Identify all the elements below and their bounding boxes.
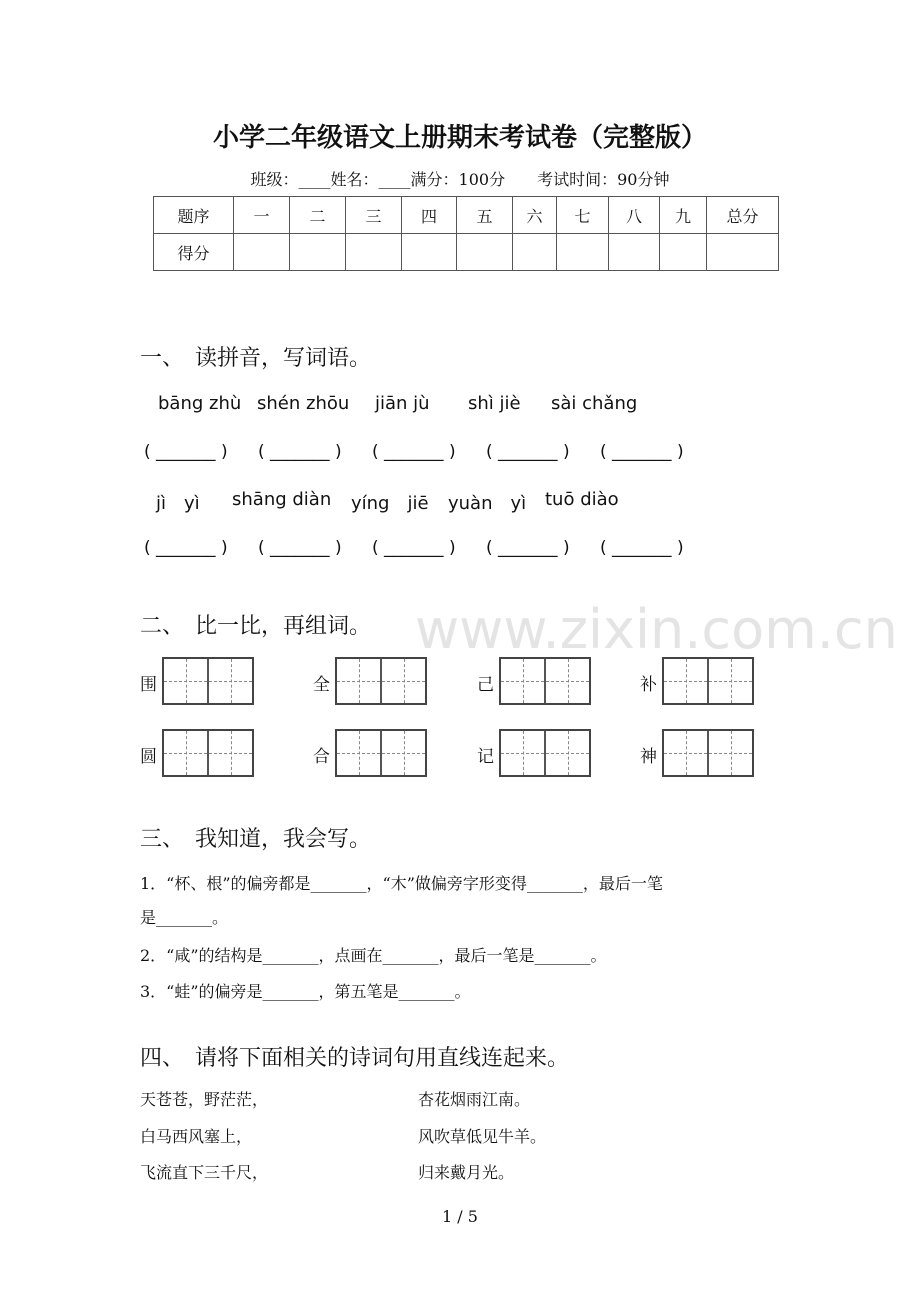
pinyin: sài chǎng xyxy=(551,393,638,414)
pinyin: yuàn yì xyxy=(448,493,527,514)
answer-blank[interactable]: ( _______ ) xyxy=(144,442,228,462)
answer-blank[interactable]: ( _______ ) xyxy=(486,442,570,462)
question-1: 1．“杯、根”的偏旁都是_______，“木”做偏旁字形变得_______，最后一笔 xyxy=(140,874,663,893)
grid-cell xyxy=(501,731,546,775)
answer-blank[interactable]: ( _______ ) xyxy=(258,442,342,462)
score-cell[interactable] xyxy=(457,234,513,271)
section-3-title: 三、 我知道，我会写。 xyxy=(140,827,372,852)
pinyin: yíng jiē xyxy=(351,493,429,514)
character: 记 xyxy=(477,747,494,767)
pinyin: jì yì xyxy=(156,493,200,514)
writing-grid[interactable] xyxy=(162,729,254,777)
pinyin: tuō diào xyxy=(545,489,619,510)
section-4-title: 四、 请将下面相关的诗词句用直线连起来。 xyxy=(140,1046,570,1071)
score-row-label: 得分 xyxy=(154,234,234,271)
writing-grid[interactable] xyxy=(162,657,254,705)
pinyin: shì jiè xyxy=(468,393,521,414)
grid-cell xyxy=(546,731,589,775)
score-table-header-cell: 五 xyxy=(457,197,513,234)
poem-left: 飞流直下三千尺， xyxy=(140,1163,269,1182)
score-cell[interactable] xyxy=(609,234,660,271)
grid-cell xyxy=(709,731,752,775)
grid-cell xyxy=(164,731,209,775)
exam-info: 班级：____姓名：____满分：100分 考试时间：90分钟 xyxy=(250,170,670,189)
poem-left: 天苍苍，野茫茫， xyxy=(140,1090,269,1109)
score-cell[interactable] xyxy=(557,234,609,271)
score-table-row xyxy=(154,234,779,271)
grid-cell xyxy=(501,659,546,703)
score-table-header-cell: 一 xyxy=(234,197,290,234)
pinyin: bāng zhù xyxy=(158,393,242,414)
grid-cell xyxy=(164,659,209,703)
score-cell[interactable] xyxy=(402,234,457,271)
score-table-header-cell: 六 xyxy=(513,197,557,234)
score-cell[interactable] xyxy=(346,234,402,271)
grid-cell xyxy=(664,659,709,703)
pinyin: jiān jù xyxy=(375,393,430,414)
score-table-header-cell: 三 xyxy=(346,197,402,234)
section-2-title: 二、 比一比，再组词。 xyxy=(140,614,372,639)
pinyin: shāng diàn xyxy=(232,489,332,510)
poem-right: 归来戴月光。 xyxy=(418,1163,515,1182)
score-cell[interactable] xyxy=(513,234,557,271)
character: 合 xyxy=(313,747,330,767)
grid-cell xyxy=(337,731,382,775)
poem-right: 风吹草低见牛羊。 xyxy=(418,1127,547,1146)
character: 神 xyxy=(640,747,657,767)
score-table-header-cell: 题序 xyxy=(154,197,234,234)
poem-right: 杏花烟雨江南。 xyxy=(418,1090,531,1109)
grid-cell xyxy=(382,659,425,703)
character: 补 xyxy=(640,675,657,695)
pinyin: shén zhōu xyxy=(257,393,350,414)
score-cell[interactable] xyxy=(707,234,779,271)
score-table-header-cell: 九 xyxy=(660,197,707,234)
grid-cell xyxy=(546,659,589,703)
page-title: 小学二年级语文上册期末考试卷（完整版） xyxy=(212,123,707,153)
answer-blank[interactable]: ( _______ ) xyxy=(600,538,684,558)
answer-blank[interactable]: ( _______ ) xyxy=(486,538,570,558)
question-1-cont: 是_______。 xyxy=(140,908,229,927)
writing-grid[interactable] xyxy=(499,729,591,777)
score-cell[interactable] xyxy=(234,234,290,271)
answer-blank[interactable]: ( _______ ) xyxy=(600,442,684,462)
section-1-title: 一、 读拼音，写词语。 xyxy=(140,346,372,371)
answer-blank[interactable]: ( _______ ) xyxy=(372,538,456,558)
writing-grid[interactable] xyxy=(335,657,427,705)
score-cell[interactable] xyxy=(660,234,707,271)
grid-cell xyxy=(209,731,252,775)
page-number: 1 / 5 xyxy=(442,1207,478,1226)
writing-grid[interactable] xyxy=(335,729,427,777)
watermark: www.zixin.com.cn xyxy=(415,598,898,661)
grid-cell xyxy=(209,659,252,703)
score-table-header-cell: 总分 xyxy=(707,197,779,234)
character: 围 xyxy=(140,675,157,695)
grid-cell xyxy=(337,659,382,703)
poem-left: 白马西风塞上， xyxy=(140,1127,253,1146)
score-cell[interactable] xyxy=(290,234,346,271)
writing-grid[interactable] xyxy=(662,657,754,705)
score-table xyxy=(153,196,779,271)
score-table-header xyxy=(154,197,779,234)
score-table-header-cell: 七 xyxy=(557,197,609,234)
character: 全 xyxy=(313,675,330,695)
answer-blank[interactable]: ( _______ ) xyxy=(258,538,342,558)
score-table-header-cell: 四 xyxy=(402,197,457,234)
character: 圆 xyxy=(140,747,157,767)
writing-grid[interactable] xyxy=(662,729,754,777)
writing-grid[interactable] xyxy=(499,657,591,705)
character: 己 xyxy=(477,675,494,695)
question-2: 2．“咸”的结构是_______，点画在_______，最后一笔是_______。 xyxy=(140,946,607,965)
grid-cell xyxy=(709,659,752,703)
grid-cell xyxy=(382,731,425,775)
score-table-header-cell: 二 xyxy=(290,197,346,234)
answer-blank[interactable]: ( _______ ) xyxy=(372,442,456,462)
score-table-header-cell: 八 xyxy=(609,197,660,234)
answer-blank[interactable]: ( _______ ) xyxy=(144,538,228,558)
grid-cell xyxy=(664,731,709,775)
question-3: 3．“蛙”的偏旁是_______，第五笔是_______。 xyxy=(140,982,471,1001)
